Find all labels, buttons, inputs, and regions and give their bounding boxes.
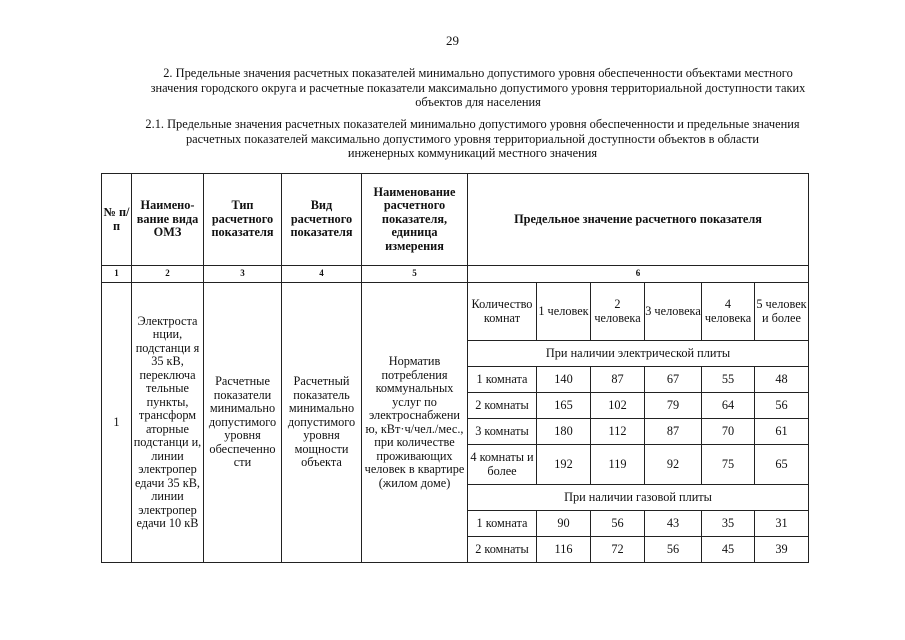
heading-line: расчетных показателей максимально допустимого уровня территориальной доступности объектов в области (185, 131, 760, 146)
inner-header-5: 5 человек и более (755, 283, 809, 341)
row-name: Электроста нции, подстанци я 35 кВ, переключа тельные пункты, трансформ аторные подстанци и, линии электропер едачи 35 кВ, линии электропер едачи 10 кВ (132, 283, 204, 563)
column-number-row (102, 266, 809, 283)
value-cell: 79 (645, 393, 702, 419)
value-cell: 75 (702, 445, 755, 485)
inner-header-1: 1 человек (537, 283, 591, 341)
col-number: 3 (204, 266, 282, 283)
section-heading-2-1 (120, 117, 825, 161)
rooms-cell: 4 комнаты и более (468, 445, 537, 485)
heading-line: значения городского округа и расчетные показатели максимально допустимого уровня территориальной доступности таких (150, 80, 806, 95)
value-cell: 48 (755, 367, 809, 393)
row-type: Расчетные показатели минимально допустимого уровня обеспеченно сти (204, 283, 282, 563)
header-indicator: Наименование расчетного показателя, единица измерения (362, 174, 468, 266)
section-heading-2 (128, 66, 828, 110)
rooms-cell: 3 комнаты (468, 419, 537, 445)
rooms-cell: 1 комната (468, 367, 537, 393)
inner-header-2: 2 человека (591, 283, 645, 341)
value-cell: 192 (537, 445, 591, 485)
indicators-table (101, 173, 809, 563)
section-gas: При наличии газовой плиты (468, 485, 809, 511)
value-cell: 64 (702, 393, 755, 419)
value-cell: 90 (537, 511, 591, 537)
row-kind: Расчетный показатель минимально допустимого уровня мощности объекта (282, 283, 362, 563)
header-name: Наимено- вание вида ОМЗ (132, 174, 204, 266)
value-cell: 180 (537, 419, 591, 445)
heading-line: 2. Предельные значения расчетных показателей минимально допустимого уровня обеспеченности объектами местного (163, 66, 793, 80)
header-num: № п/п (102, 174, 132, 266)
col-number: 2 (132, 266, 204, 283)
col-number: 6 (468, 266, 809, 283)
header-row (102, 174, 809, 266)
value-cell: 67 (645, 367, 702, 393)
inner-header-rooms: Количество комнат (468, 283, 537, 341)
value-cell: 87 (645, 419, 702, 445)
value-cell: 39 (755, 537, 809, 563)
value-cell: 70 (702, 419, 755, 445)
value-cell: 119 (591, 445, 645, 485)
heading-line: объектов для населения (415, 95, 541, 109)
heading-line: инженерных коммуникаций местного значения (347, 146, 598, 160)
value-cell: 165 (537, 393, 591, 419)
inner-header-4: 4 человека (702, 283, 755, 341)
col-number: 4 (282, 266, 362, 283)
value-cell: 65 (755, 445, 809, 485)
value-cell: 45 (702, 537, 755, 563)
value-cell: 61 (755, 419, 809, 445)
col-number: 1 (102, 266, 132, 283)
col-number: 5 (362, 266, 468, 283)
value-cell: 102 (591, 393, 645, 419)
value-cell: 72 (591, 537, 645, 563)
header-value: Предельное значение расчетного показателя (468, 174, 809, 266)
rooms-cell: 1 комната (468, 511, 537, 537)
rooms-cell: 2 комнаты (468, 393, 537, 419)
value-cell: 87 (591, 367, 645, 393)
rooms-cell: 2 комнаты (468, 537, 537, 563)
row-indicator: Норматив потребления коммунальных услуг по электроснабжени ю, кВт·ч/чел./мес., при количестве проживающих человек в квартире (жилом доме) (362, 283, 468, 563)
table-row (102, 283, 809, 341)
value-cell: 116 (537, 537, 591, 563)
value-cell: 35 (702, 511, 755, 537)
inner-header-3: 3 человека (645, 283, 702, 341)
value-cell: 31 (755, 511, 809, 537)
value-cell: 92 (645, 445, 702, 485)
page-number: 29 (446, 33, 459, 48)
value-cell: 43 (645, 511, 702, 537)
value-cell: 56 (591, 511, 645, 537)
value-cell: 112 (591, 419, 645, 445)
value-cell: 56 (645, 537, 702, 563)
header-type: Тип расчетного показателя (204, 174, 282, 266)
row-num: 1 (102, 283, 132, 563)
heading-line: 2.1. Предельные значения расчетных показателей минимально допустимого уровня обеспеченности и предельные значения (145, 117, 800, 131)
value-cell: 140 (537, 367, 591, 393)
value-cell: 56 (755, 393, 809, 419)
header-kind: Вид расчетного показателя (282, 174, 362, 266)
section-electric: При наличии электрической плиты (468, 341, 809, 367)
value-cell: 55 (702, 367, 755, 393)
